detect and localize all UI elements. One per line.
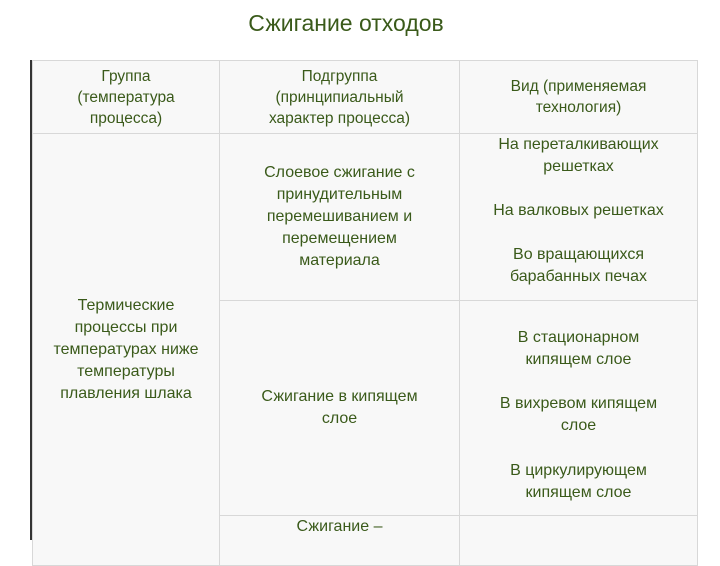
header-group-line-3: процесса) (89, 109, 163, 127)
group-cell (33, 134, 220, 566)
type-line: В циркулирующем (510, 462, 647, 479)
table-left-edge (30, 60, 32, 540)
header-subgroup (220, 61, 460, 134)
table-row (33, 134, 698, 301)
type-line: На переталкивающих (498, 136, 659, 153)
type-cell-layer (460, 134, 698, 301)
table-header-row (33, 61, 698, 134)
type-cell-next (460, 516, 698, 566)
header-group-line-2: (температура (77, 88, 175, 106)
waste-incineration-table (32, 60, 698, 566)
type-cell-fluidized (460, 301, 698, 516)
subgroup-line: перемещением (282, 230, 397, 247)
group-line-2: процессы при (74, 318, 178, 336)
group-line-5: плавления шлака (60, 384, 192, 402)
group-line-4: температуры (77, 362, 175, 380)
type-line: решетках (543, 158, 614, 175)
header-type (460, 61, 698, 134)
header-type-line-2: технология) (535, 99, 622, 116)
type-line: кипящем слое (525, 484, 632, 501)
type-line: В стационарном (517, 329, 640, 346)
subgroup-cell-next (220, 516, 460, 566)
subgroup-line: материала (299, 252, 380, 269)
header-group (33, 61, 220, 134)
page-title: Сжигание отходов (248, 10, 444, 36)
subgroup-cell-fluidized (220, 301, 460, 516)
type-line: барабанных печах (509, 268, 648, 285)
type-line: В вихревом кипящем (499, 395, 658, 412)
group-line-3: температурах ниже (53, 340, 199, 358)
subgroup-cell-layer (220, 134, 460, 301)
type-line: кипящем слое (525, 351, 632, 368)
subgroup-line: Сжигание в кипящем (261, 388, 418, 405)
header-subgroup-line-2: (принципиальный (275, 88, 404, 106)
header-subgroup-line-1: Подгруппа (301, 67, 378, 85)
subgroup-line: Сжигание – (296, 518, 383, 535)
type-line: слое (560, 417, 597, 434)
type-line: На валковых решетках (493, 202, 664, 219)
subgroup-line: Слоевое сжигание с (264, 164, 415, 181)
type-line: Во вращающихся (513, 246, 644, 263)
subgroup-line: принудительным (276, 186, 403, 203)
subgroup-line: слое (321, 410, 358, 427)
header-subgroup-line-3: характер процесса) (268, 109, 411, 127)
group-line-1: Термические (77, 296, 175, 314)
subgroup-line: перемешиванием и (266, 208, 413, 225)
header-type-line-1: Вид (применяемая (510, 78, 647, 95)
header-group-line-1: Группа (101, 67, 151, 85)
